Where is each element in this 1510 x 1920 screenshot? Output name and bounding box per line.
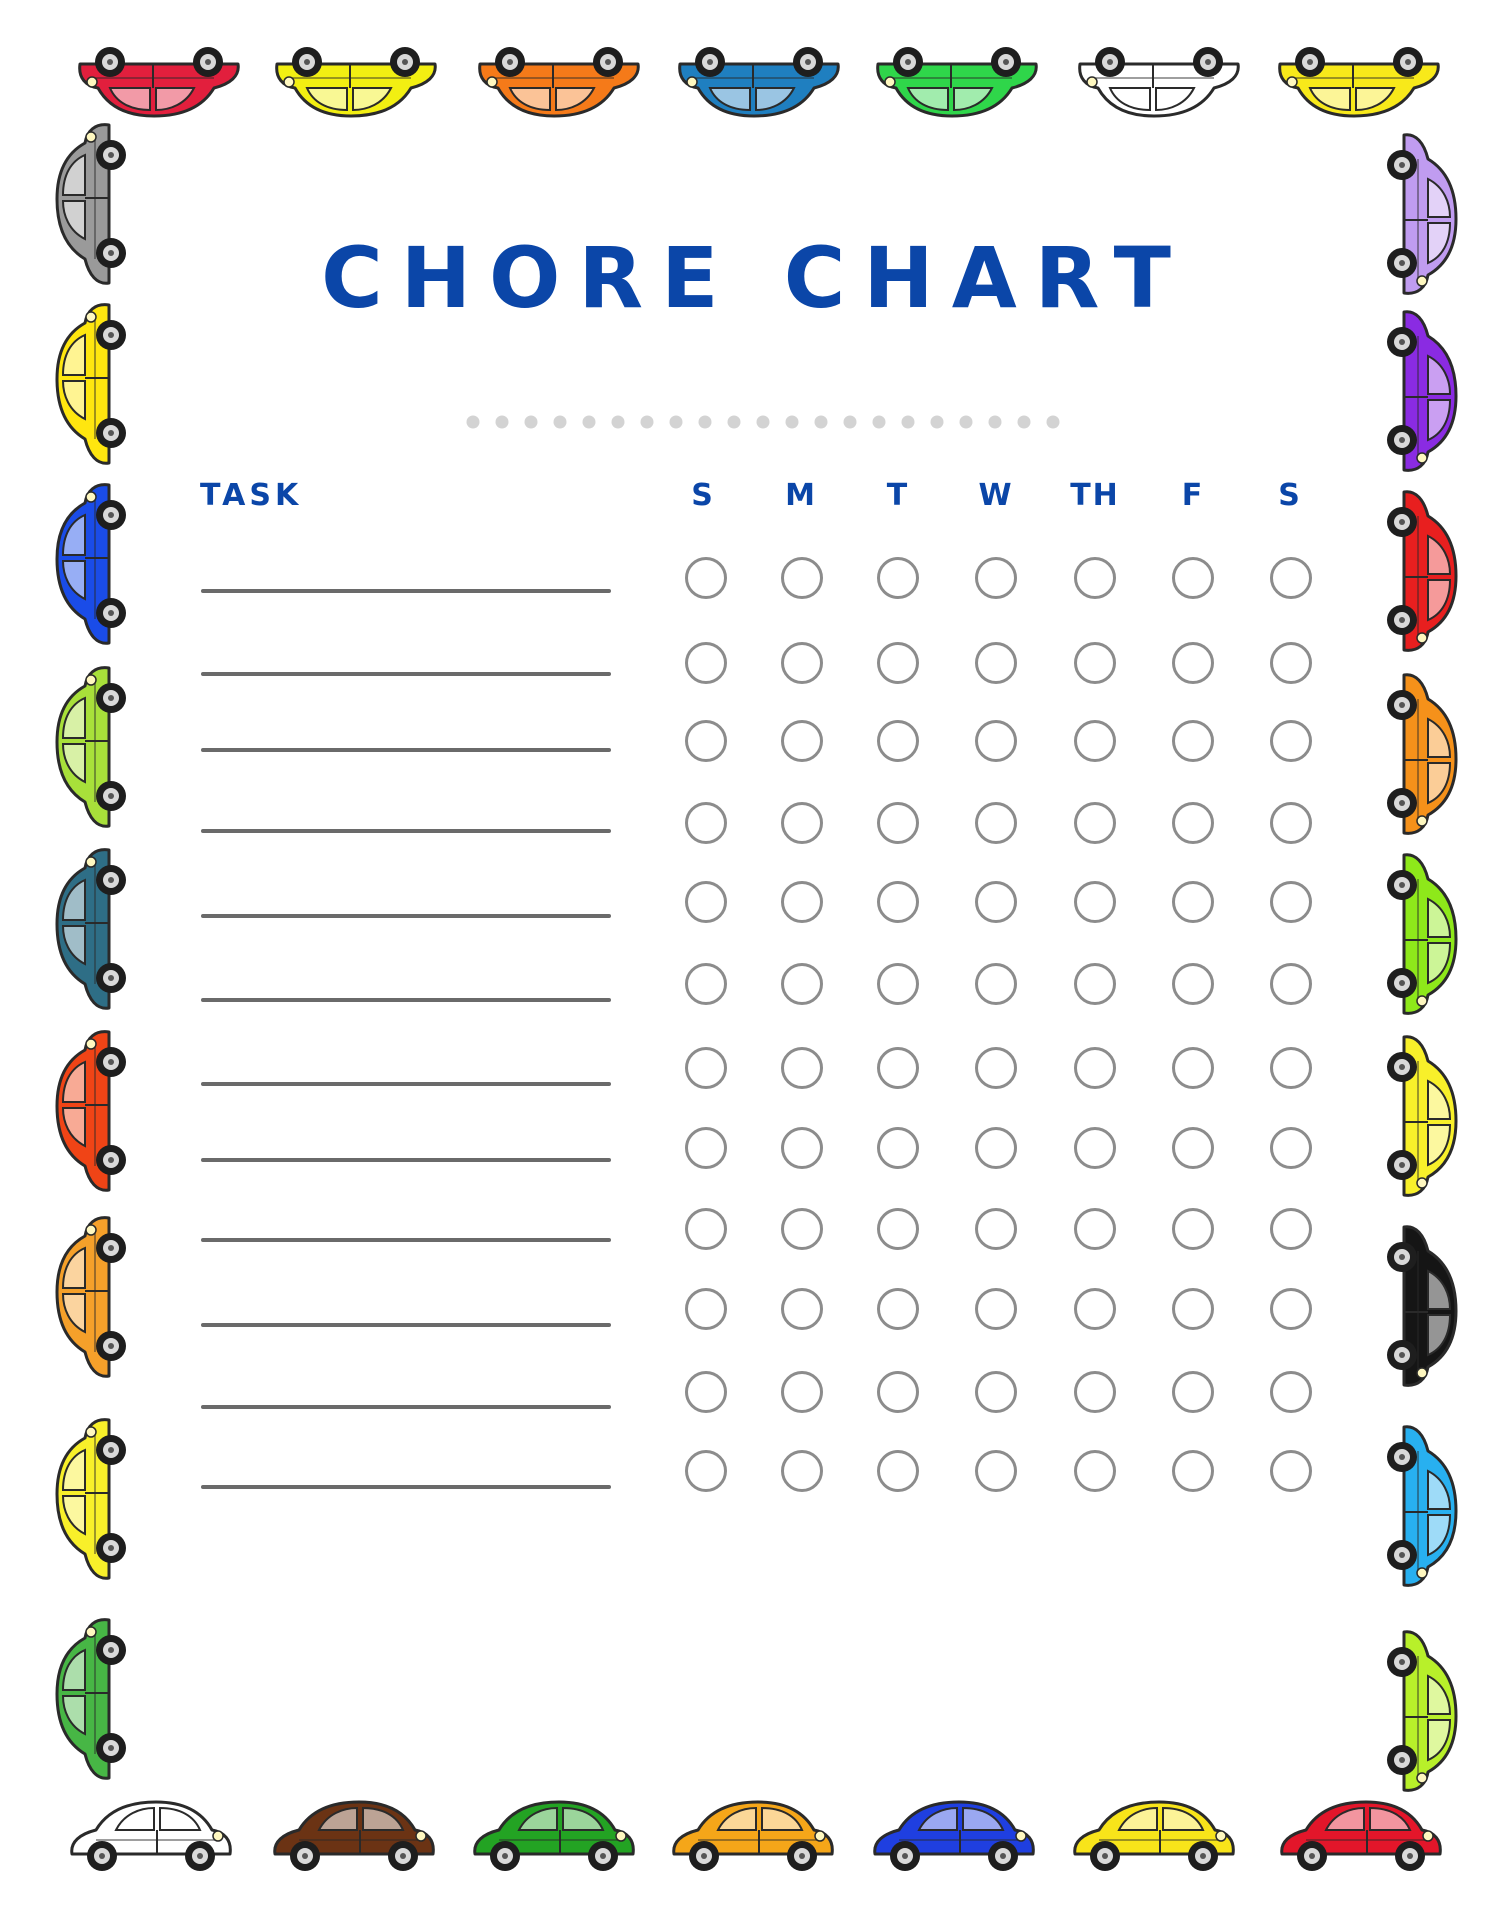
car-icon-top-2	[277, 47, 436, 116]
check-circle-row6-wednesday[interactable]	[975, 963, 1017, 1005]
check-circle-row10-thursday[interactable]	[1074, 1288, 1116, 1330]
check-circle-row10-friday[interactable]	[1172, 1288, 1214, 1330]
day-header-friday: F	[1181, 478, 1205, 513]
car-icon-bottom-1	[72, 1802, 231, 1871]
check-circle-row8-friday[interactable]	[1172, 1127, 1214, 1169]
check-circle-row11-tuesday[interactable]	[877, 1371, 919, 1413]
check-circle-row12-thursday[interactable]	[1074, 1450, 1116, 1492]
check-circle-row11-sunday[interactable]	[685, 1371, 727, 1413]
check-circle-row12-monday[interactable]	[781, 1450, 823, 1492]
check-circle-row10-saturday[interactable]	[1270, 1288, 1312, 1330]
task-line-5[interactable]	[201, 914, 611, 918]
check-circle-row4-monday[interactable]	[781, 802, 823, 844]
check-circle-row5-sunday[interactable]	[685, 881, 727, 923]
check-circle-row1-tuesday[interactable]	[877, 557, 919, 599]
check-circle-row6-tuesday[interactable]	[877, 963, 919, 1005]
task-line-6[interactable]	[201, 998, 611, 1002]
day-header-saturday: S	[1278, 478, 1302, 513]
task-line-12[interactable]	[201, 1485, 611, 1489]
check-circle-row3-sunday[interactable]	[685, 720, 727, 762]
check-circle-row9-thursday[interactable]	[1074, 1208, 1116, 1250]
check-circle-row7-wednesday[interactable]	[975, 1047, 1017, 1089]
check-circle-row10-sunday[interactable]	[685, 1288, 727, 1330]
check-circle-row1-sunday[interactable]	[685, 557, 727, 599]
task-line-4[interactable]	[201, 829, 611, 833]
check-circle-row8-saturday[interactable]	[1270, 1127, 1312, 1169]
check-circle-row8-thursday[interactable]	[1074, 1127, 1116, 1169]
car-icon-top-4	[680, 47, 839, 116]
check-circle-row5-thursday[interactable]	[1074, 881, 1116, 923]
check-circle-row10-monday[interactable]	[781, 1288, 823, 1330]
car-icon-left-3	[57, 485, 126, 644]
check-circle-row7-monday[interactable]	[781, 1047, 823, 1089]
check-circle-row4-friday[interactable]	[1172, 802, 1214, 844]
check-circle-row1-thursday[interactable]	[1074, 557, 1116, 599]
check-circle-row7-thursday[interactable]	[1074, 1047, 1116, 1089]
check-circle-row4-tuesday[interactable]	[877, 802, 919, 844]
day-header-sunday: S	[691, 478, 715, 513]
check-circle-row10-tuesday[interactable]	[877, 1288, 919, 1330]
check-circle-row5-wednesday[interactable]	[975, 881, 1017, 923]
check-circle-row9-monday[interactable]	[781, 1208, 823, 1250]
task-line-9[interactable]	[201, 1238, 611, 1242]
check-circle-row7-sunday[interactable]	[685, 1047, 727, 1089]
check-circle-row6-monday[interactable]	[781, 963, 823, 1005]
day-header-wednesday: W	[978, 478, 1014, 513]
check-circle-row9-tuesday[interactable]	[877, 1208, 919, 1250]
car-icon-right-7	[1387, 1227, 1456, 1386]
car-icon-right-9	[1387, 1632, 1456, 1791]
check-circle-row9-friday[interactable]	[1172, 1208, 1214, 1250]
check-circle-row12-sunday[interactable]	[685, 1450, 727, 1492]
check-circle-row6-saturday[interactable]	[1270, 963, 1312, 1005]
check-circle-row10-wednesday[interactable]	[975, 1288, 1017, 1330]
check-circle-row4-thursday[interactable]	[1074, 802, 1116, 844]
car-icon-left-6	[57, 1032, 126, 1191]
task-line-2[interactable]	[201, 672, 611, 676]
check-circle-row8-monday[interactable]	[781, 1127, 823, 1169]
day-header-tuesday: T	[886, 478, 910, 513]
check-circle-row4-wednesday[interactable]	[975, 802, 1017, 844]
day-header-thursday: TH	[1070, 478, 1120, 513]
check-circle-row2-friday[interactable]	[1172, 642, 1214, 684]
day-header-monday: M	[785, 478, 817, 513]
check-circle-row7-friday[interactable]	[1172, 1047, 1214, 1089]
check-circle-row1-wednesday[interactable]	[975, 557, 1017, 599]
page-title: CHORE CHART	[321, 229, 1189, 327]
check-circle-row3-thursday[interactable]	[1074, 720, 1116, 762]
check-circle-row7-tuesday[interactable]	[877, 1047, 919, 1089]
check-circle-row2-tuesday[interactable]	[877, 642, 919, 684]
check-circle-row1-monday[interactable]	[781, 557, 823, 599]
task-line-7[interactable]	[201, 1082, 611, 1086]
check-circle-row9-sunday[interactable]	[685, 1208, 727, 1250]
car-icon-top-1	[80, 47, 239, 116]
task-column-header: TASK	[200, 478, 303, 513]
check-circle-row3-friday[interactable]	[1172, 720, 1214, 762]
check-circle-row2-wednesday[interactable]	[975, 642, 1017, 684]
car-icon-top-3	[480, 47, 639, 116]
task-line-1[interactable]	[201, 589, 611, 593]
check-circle-row6-friday[interactable]	[1172, 963, 1214, 1005]
check-circle-row9-wednesday[interactable]	[975, 1208, 1017, 1250]
check-circle-row9-saturday[interactable]	[1270, 1208, 1312, 1250]
car-icon-top-6	[1080, 47, 1239, 116]
check-circle-row12-wednesday[interactable]	[975, 1450, 1017, 1492]
car-icon-right-2	[1387, 312, 1456, 471]
car-icon-right-4	[1387, 675, 1456, 834]
check-circle-row7-saturday[interactable]	[1270, 1047, 1312, 1089]
car-icon-right-8	[1387, 1427, 1456, 1586]
check-circle-row11-saturday[interactable]	[1270, 1371, 1312, 1413]
check-circle-row2-thursday[interactable]	[1074, 642, 1116, 684]
check-circle-row8-sunday[interactable]	[685, 1127, 727, 1169]
check-circle-row12-tuesday[interactable]	[877, 1450, 919, 1492]
car-icon-right-3	[1387, 492, 1456, 651]
car-icon-right-5	[1387, 855, 1456, 1014]
check-circle-row5-monday[interactable]	[781, 881, 823, 923]
check-circle-row11-friday[interactable]	[1172, 1371, 1214, 1413]
car-icon-right-6	[1387, 1037, 1456, 1196]
check-circle-row11-wednesday[interactable]	[975, 1371, 1017, 1413]
car-icon-left-4	[57, 668, 126, 827]
car-icon-left-5	[57, 850, 126, 1009]
check-circle-row4-sunday[interactable]	[685, 802, 727, 844]
check-circle-row4-saturday[interactable]	[1270, 802, 1312, 844]
check-circle-row3-saturday[interactable]	[1270, 720, 1312, 762]
check-circle-row5-tuesday[interactable]	[877, 881, 919, 923]
car-icon-left-9	[57, 1620, 126, 1779]
check-circle-row3-tuesday[interactable]	[877, 720, 919, 762]
car-icon-left-7	[57, 1218, 126, 1377]
check-circle-row8-tuesday[interactable]	[877, 1127, 919, 1169]
car-icon-bottom-2	[275, 1802, 434, 1871]
check-circle-row2-saturday[interactable]	[1270, 642, 1312, 684]
car-icon-bottom-6	[1075, 1802, 1234, 1871]
car-icon-bottom-4	[674, 1802, 833, 1871]
check-circle-row6-thursday[interactable]	[1074, 963, 1116, 1005]
check-circle-row2-monday[interactable]	[781, 642, 823, 684]
check-circle-row3-monday[interactable]	[781, 720, 823, 762]
task-line-3[interactable]	[201, 748, 611, 752]
check-circle-row3-wednesday[interactable]	[975, 720, 1017, 762]
car-icon-top-7	[1280, 47, 1439, 116]
task-line-8[interactable]	[201, 1158, 611, 1162]
check-circle-row11-monday[interactable]	[781, 1371, 823, 1413]
check-circle-row6-sunday[interactable]	[685, 963, 727, 1005]
car-icon-bottom-5	[875, 1802, 1034, 1871]
car-icon-left-2	[57, 305, 126, 464]
car-icon-top-5	[878, 47, 1037, 116]
car-icon-bottom-3	[475, 1802, 634, 1871]
check-circle-row5-friday[interactable]	[1172, 881, 1214, 923]
check-circle-row5-saturday[interactable]	[1270, 881, 1312, 923]
check-circle-row8-wednesday[interactable]	[975, 1127, 1017, 1169]
check-circle-row2-sunday[interactable]	[685, 642, 727, 684]
check-circle-row1-saturday[interactable]	[1270, 557, 1312, 599]
check-circle-row12-friday[interactable]	[1172, 1450, 1214, 1492]
task-line-11[interactable]	[201, 1405, 611, 1409]
check-circle-row1-friday[interactable]	[1172, 557, 1214, 599]
task-line-10[interactable]	[201, 1323, 611, 1327]
car-icon-left-8	[57, 1420, 126, 1579]
check-circle-row11-thursday[interactable]	[1074, 1371, 1116, 1413]
car-icon-bottom-7	[1282, 1802, 1441, 1871]
check-circle-row12-saturday[interactable]	[1270, 1450, 1312, 1492]
